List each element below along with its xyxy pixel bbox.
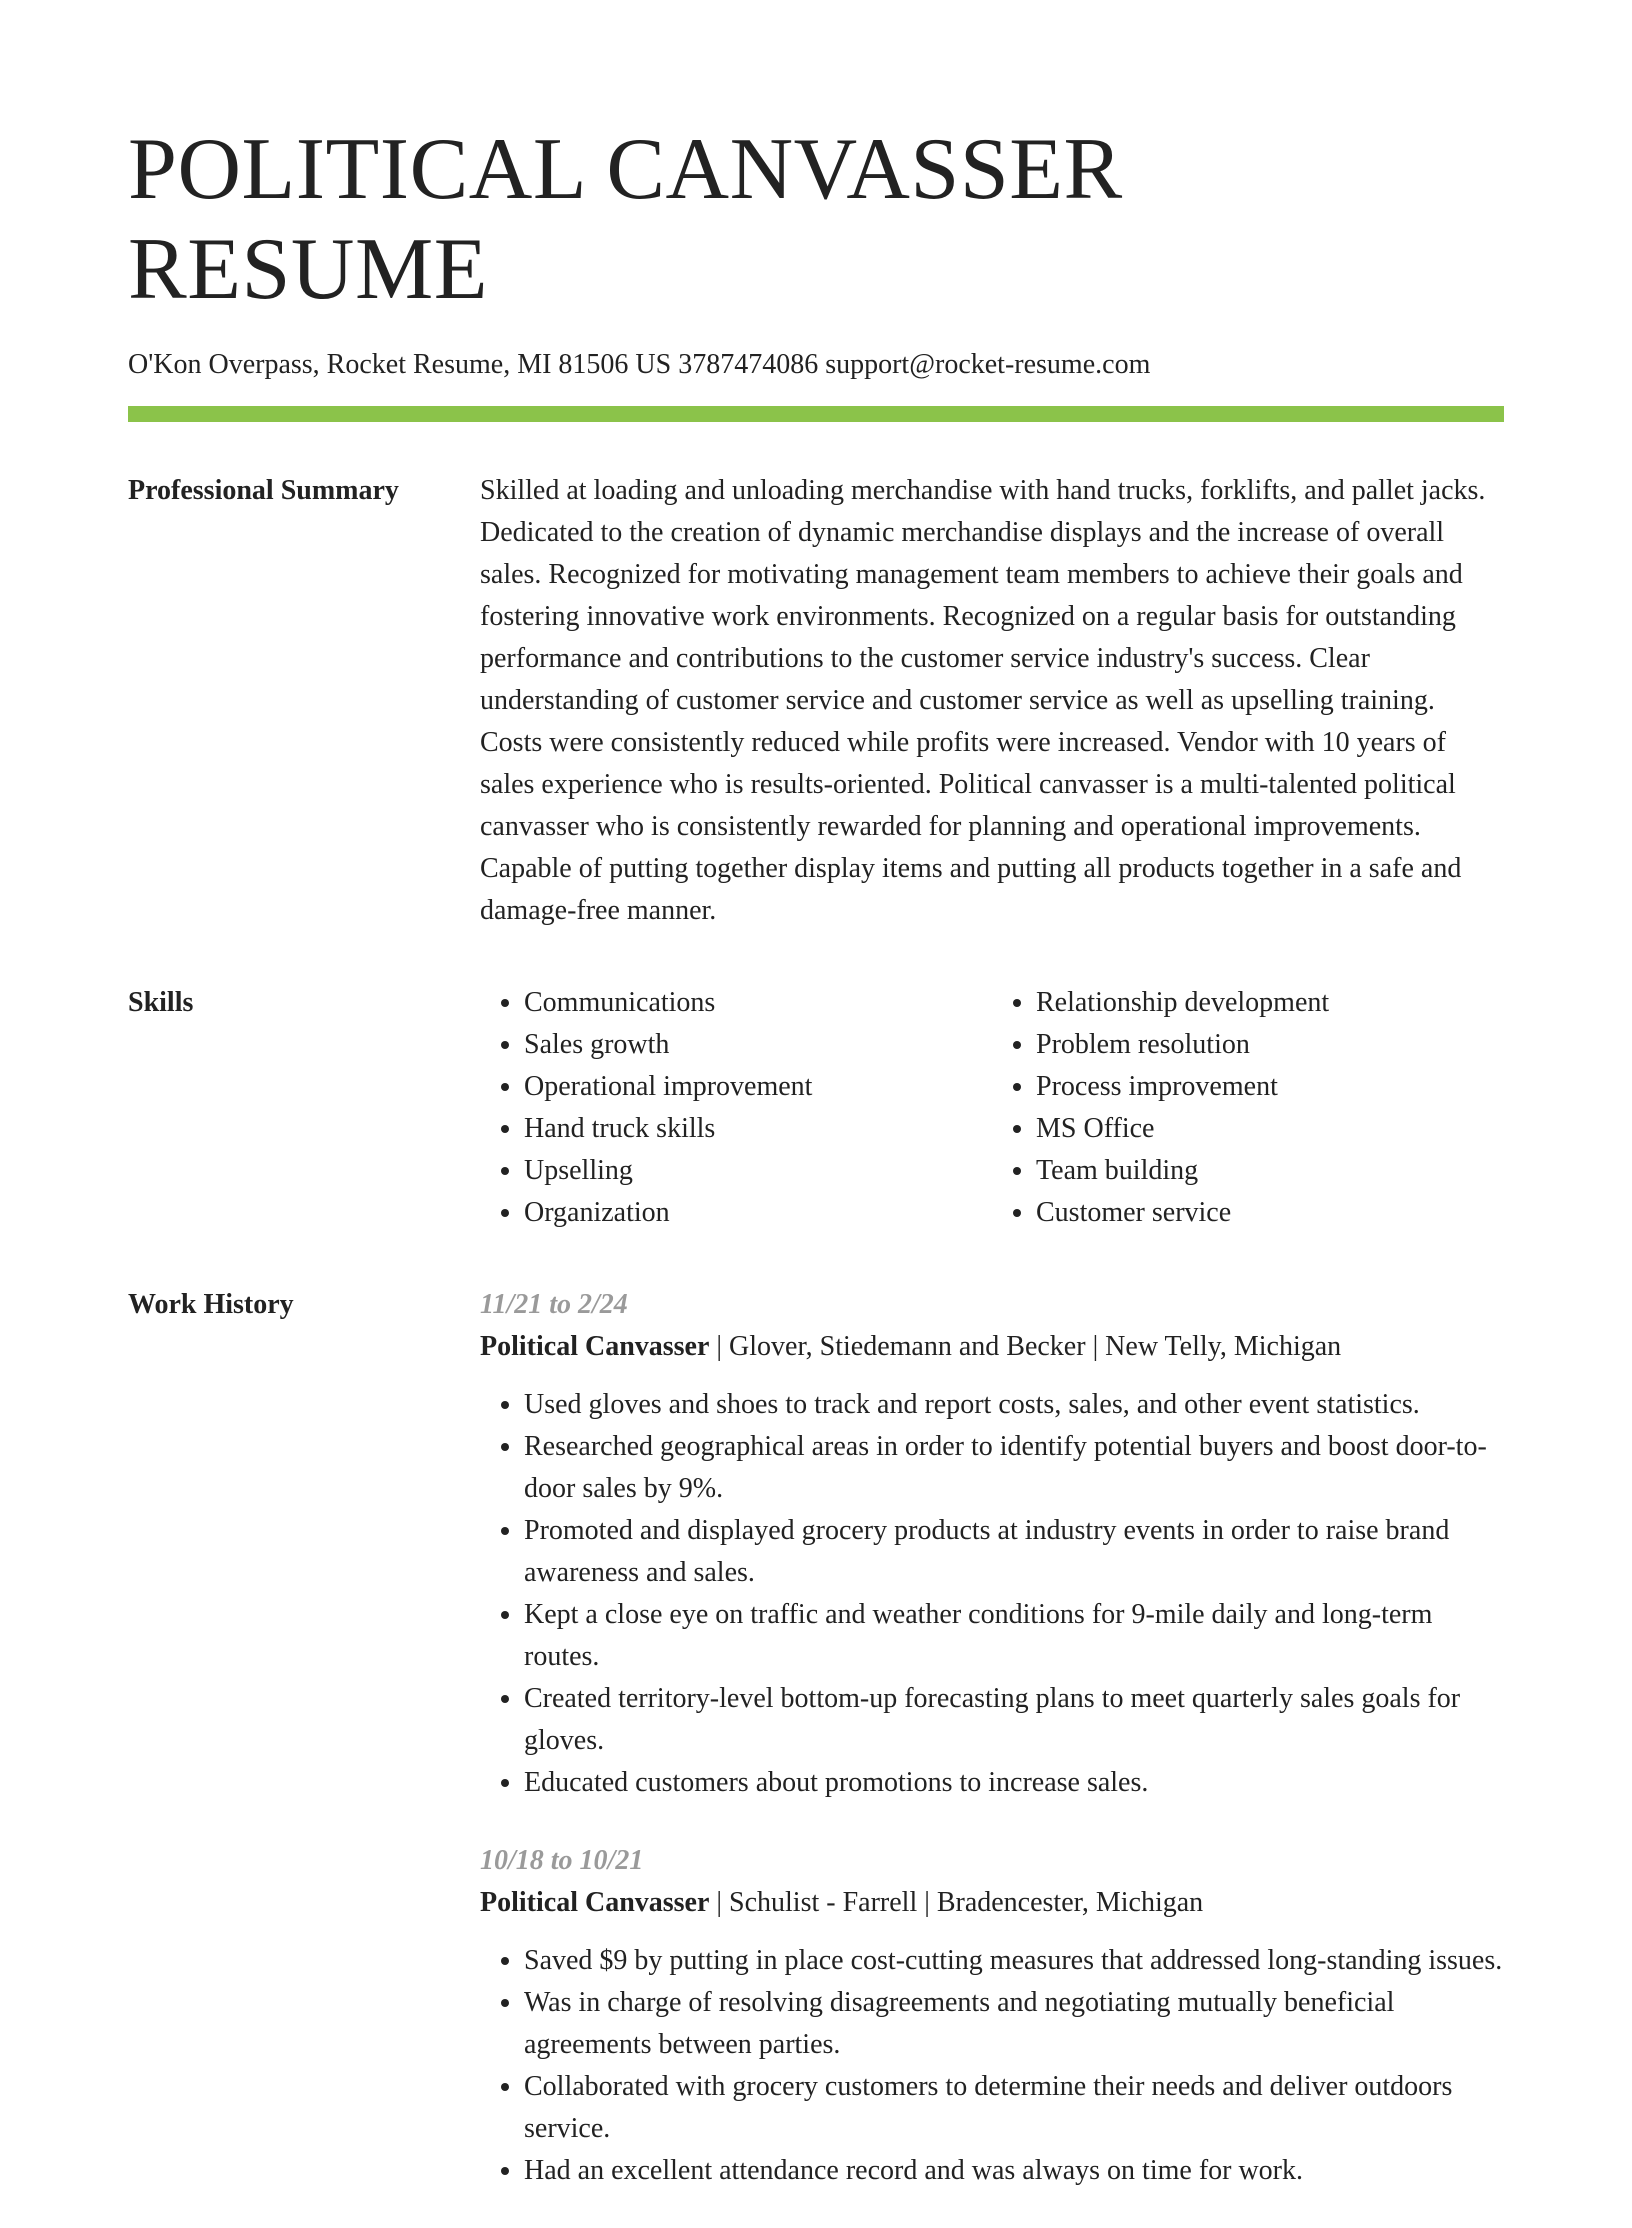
summary-section	[128, 470, 1504, 932]
skill-item: • MS Office	[1036, 1108, 1504, 1150]
skill-item: • Operational improvement	[524, 1066, 992, 1108]
section-label-skills: Skills	[128, 987, 194, 1018]
section-label-summary: Professional Summary	[128, 475, 399, 506]
job-bullet: • Researched geographical areas in order to identify potential buyers and boost door-to-door sales by 9%.	[524, 1426, 1504, 1510]
skill-item: • Customer service	[1036, 1192, 1504, 1234]
skill-item: • Upselling	[524, 1150, 992, 1192]
job-bullet: • Collaborated with grocery customers to determine their needs and deliver outdoors service.	[524, 2066, 1504, 2150]
contact-line: O'Kon Overpass, Rocket Resume, MI 81506 US 3787474086 support@rocket-resume.com	[128, 349, 1151, 380]
job-bullet: • Promoted and displayed grocery products at industry events in order to raise brand awareness and sales.	[524, 1510, 1504, 1594]
skill-item: • Process improvement	[1036, 1066, 1504, 1108]
job-bullet: • Created territory-level bottom-up forecasting plans to meet quarterly sales goals for gloves.	[524, 1678, 1504, 1762]
resume-title: POLITICAL CANVASSER RESUME	[128, 121, 1123, 318]
summary-body	[480, 470, 1504, 932]
job-bullet-list	[480, 1384, 1504, 1804]
skill-item: • Team building	[1036, 1150, 1504, 1192]
job-employer-location: | Schulist - Farrell | Bradencester, Michigan	[709, 1887, 1204, 1918]
skill-item: • Sales growth	[524, 1024, 992, 1066]
job-entry	[480, 1284, 1504, 1804]
work-history-section	[128, 1284, 1504, 2228]
section-label-work-history: Work History	[128, 1289, 294, 1320]
job-bullet-list	[480, 1940, 1504, 2192]
skills-list-right	[992, 982, 1504, 1234]
job-header	[480, 1882, 1504, 1924]
job-bullet: • Kept a close eye on traffic and weather conditions for 9-mile daily and long-term routes.	[524, 1594, 1504, 1678]
skill-item: • Communications	[524, 982, 992, 1024]
job-bullet: • Was in charge of resolving disagreements and negotiating mutually beneficial agreements between parties.	[524, 1982, 1504, 2066]
skills-section	[128, 982, 1504, 1234]
accent-divider	[128, 406, 1504, 422]
skill-item: • Hand truck skills	[524, 1108, 992, 1150]
job-title: Political Canvasser	[480, 1887, 710, 1918]
skills-body	[480, 982, 1504, 1234]
skill-item: • Problem resolution	[1036, 1024, 1504, 1066]
job-bullet: • Educated customers about promotions to increase sales.	[524, 1762, 1504, 1804]
job-employer-location: | Glover, Stiedemann and Becker | New Telly, Michigan	[709, 1331, 1342, 1362]
job-header	[480, 1326, 1504, 1368]
work-history-body	[480, 1284, 1504, 2228]
job-title: Political Canvasser	[480, 1331, 710, 1362]
job-bullet: • Had an excellent attendance record and was always on time for work.	[524, 2150, 1504, 2192]
job-entry	[480, 1840, 1504, 2192]
skill-item: • Organization	[524, 1192, 992, 1234]
skills-list-left	[480, 982, 992, 1234]
summary-text: Skilled at loading and unloading merchandise with hand trucks, forklifts, and pallet jacks. Dedicated to the creation of dynamic merchandise displays and the increase of overall sales. Recognized for motivating management team members to achieve their goals and fostering innovative work environments. Recognized on a regular basis for outstanding performance and contributions to the customer service industry's success. Clear understanding of customer service and customer service as well as upselling training. Costs were consistently reduced while profits were increased. Vendor with 10 years of sales experience who is results-oriented. Political canvasser is a multi-talented political canvasser who is consistently rewarded for planning and operational improvements. Capable of putting together display items and putting all products together in a safe and damage-free manner.	[480, 475, 1486, 926]
job-dates: 10/18 to 10/21	[480, 1845, 644, 1876]
job-bullet: • Used gloves and shoes to track and report costs, sales, and other event statistics.	[524, 1384, 1504, 1426]
job-bullet: • Saved $9 by putting in place cost-cutting measures that addressed long-standing issues.	[524, 1940, 1504, 1982]
job-dates: 11/21 to 2/24	[480, 1289, 628, 1320]
skill-item: • Relationship development	[1036, 982, 1504, 1024]
